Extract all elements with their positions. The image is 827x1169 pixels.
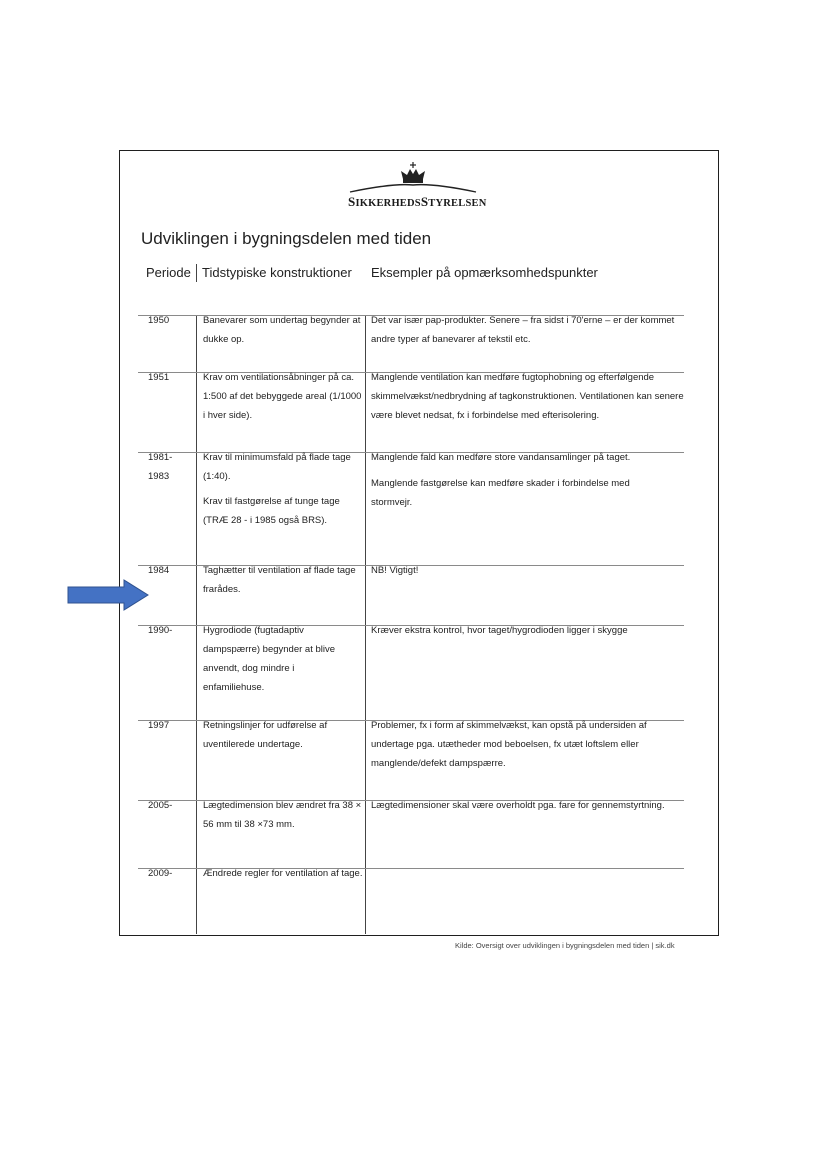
table-row-construction: Taghætter til ventilation af flade tage frarådes. [203,565,356,595]
table-row-year: 1951 [148,372,170,383]
table-row-construction: Lægtedimension blev ændret fra 38 × 56 mm til 38 ×73 mm. [203,800,362,830]
table-row-year: 1981- 1983 [148,452,173,482]
table-row-example: Manglende fald kan medføre store vandansamlinger på taget. [371,452,631,463]
table-row-year: 2009- [148,868,173,879]
column-header-examples: Eksempler på opmærksomhedspunkter [371,265,598,280]
table-row-year: 2005- [148,800,173,811]
table-row-construction: Krav til fastgørelse af tunge tage (TRÆ 28 - i 1985 også BRS). [203,496,340,526]
column-header-constructions: Tidstypiske konstruktioner [202,265,352,280]
agency-logo [348,161,487,209]
table-row-year: 1990- [148,625,173,636]
crown-icon [348,161,478,195]
source-caption: Kilde: Oversigt over udviklingen i bygningsdelen med tiden | sik.dk [455,941,675,950]
table-row-construction: Ændrede regler for ventilation af tage. [203,868,363,879]
table-row-example: Manglende fastgørelse kan medføre skader i forbindelse med stormvejr. [371,478,630,508]
table-row-construction: Retningslinjer for udførelse af uventilerede undertage. [203,720,328,750]
page-title: Udviklingen i bygningsdelen med tiden [141,229,432,248]
header-divider [196,264,197,282]
table-row-example: Problemer, fx i form af skimmelvækst, kan opstå på undersiden af undertage pga. utætheder mod beboelsen, fx utæt loftslem eller manglende/defekt dampspærre. [371,720,647,769]
table-row-example: Kræver ekstra kontrol, hvor taget/hygrodioden ligger i skygge [371,625,628,636]
table-row-example: Det var især pap-produkter. Senere – fra sidst i 70'erne – er der kommet andre typer af banevarer af tekstil etc. [371,315,675,345]
table-row-construction: Banevarer som undertag begynder at dukke op. [203,315,361,345]
column-header-period: Periode [146,265,191,280]
table-row-year: 1950 [148,315,170,326]
table-row-example: Manglende ventilation kan medføre fugtophobning og efterfølgende skimmelvækst/nedbrydning af tagkonstruktionen. Ventilationen kan senere være blevet nedsat, fx i forbindelse med efterisolering. [371,372,684,421]
logo-wordmark: SIKKERHEDSSTYRELSEN [348,194,487,209]
table-row-construction: Krav til minimumsfald på flade tage (1:40). [203,452,351,482]
arrow-right-icon [67,579,149,611]
table-row-year: 1984 [148,565,170,576]
table-row-example: Lægtedimensioner skal være overholdt pga. fare for gennemstyrtning. [371,800,665,811]
table-row-construction: Hygrodiode (fugtadaptiv dampspærre) begynder at blive anvendt, dog mindre i enfamiliehuse. [203,625,336,693]
table-row-year: 1997 [148,720,170,731]
table-row-example: NB! Vigtigt! [371,565,419,576]
document-frame [119,150,719,936]
table-row-construction: Krav om ventilationsåbninger på ca. 1:500 af det bebyggede areal (1/1000 i hver side). [203,372,362,421]
